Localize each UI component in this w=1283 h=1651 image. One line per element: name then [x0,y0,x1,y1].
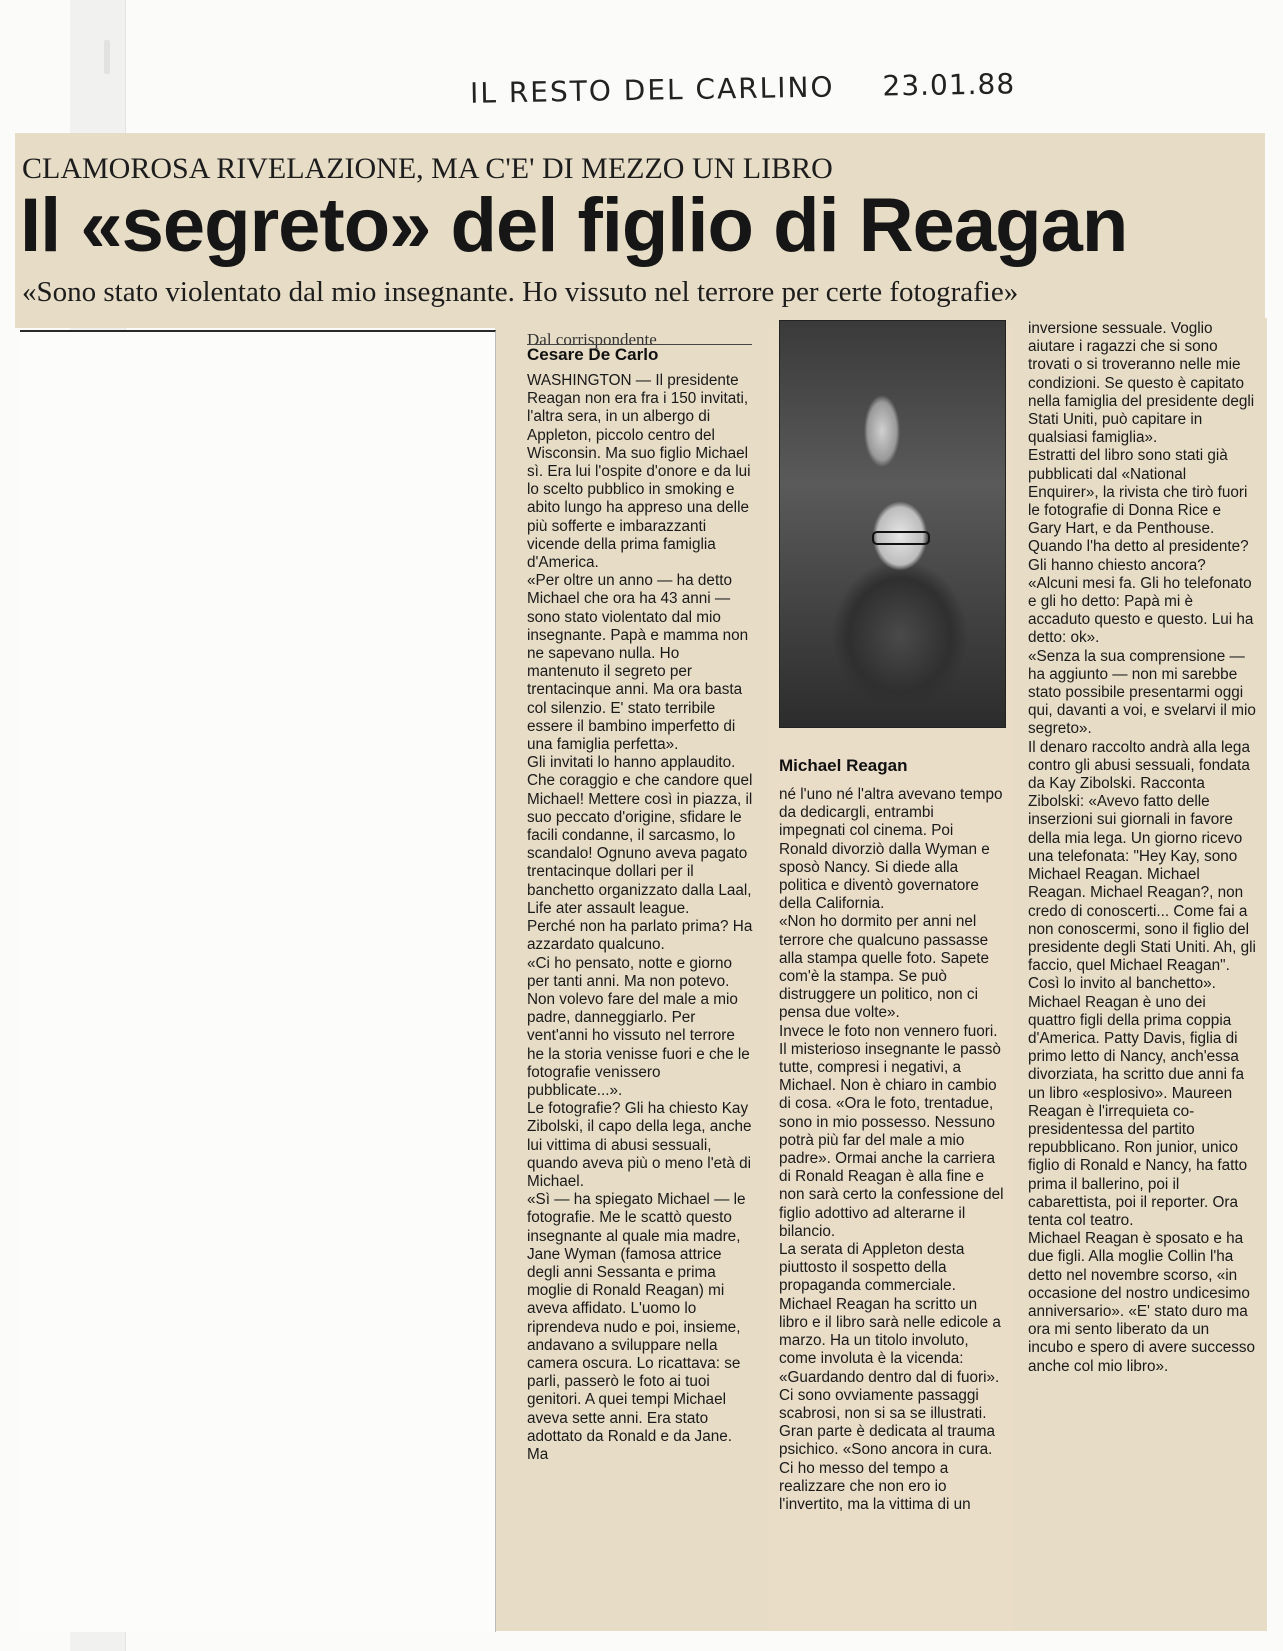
paragraph: Michael Reagan è sposato e ha due figli. Alla moglie Collin l'ha detto nel novembre scorso, «in occasione del nostro undicesimo anniversario». «E' stato duro ma ora mi sento liberato da un incubo e spero di avere successo anche col mio libro». [1028,1230,1256,1375]
handwritten-newspaper-name: IL RESTO DEL CARLINO [469,70,835,110]
paragraph: Quando l'ha detto al presidente? Gli hanno chiesto ancora? [1028,538,1249,574]
paragraph: «Sì — ha spiegato Michael — le fotografie. Me le scattò questo insegnante al quale mia madre, Jane Wyman (famosa attrice degli anni Sessanta e prima moglie di Ronald Reagan) mi aveva affidato. L'uomo lo riprendeva nudo e poi, insieme, andavano a sviluppare nella camera oscura. Lo ricattava: se parli, passerò le foto ai tuoi genitori. A quei tempi Michael aveva sette anni. Era stato adottato da Ronald e da Jane. Ma [527,1191,746,1463]
paragraph: inversione sessuale. Voglio aiutare i ragazzi che si sono trovati o si troveranno nelle mie condizioni. Se questo è capitato nella famiglia del presidente degli Stati Uniti, può capitare in qualsiasi famiglia». [1028,320,1255,447]
paragraph: Il denaro raccolto andrà alla lega contro gli abusi sessuali, fondata da Kay Zibolski. Racconta Zibolski: «Avevo fatto delle inserzioni sui giornali in favore della mia lega. Un giorno ricevo una telefonata: "Hey Kay, sono Michael Reagan. Michael Reagan. Michael Reagan?, non credo di conoscerti... Come fai a non conoscermi, sono il figlio del presidente degli Stati Uniti. Ah, gli faccio, quel Michael Reagan". Così lo invito al banchetto». [1028,738,1256,993]
byline-author: Cesare De Carlo [527,344,752,365]
paragraph: La serata di Appleton desta piuttosto il sospetto della propaganda commerciale. [779,1241,965,1295]
article-column-1 [527,372,755,1464]
paragraph: né l'uno né l'altra avevano tempo da dedicargli, entrambi impegnati col cinema. Poi Ronald divorziò dalla Wyman e sposò Nancy. Si diede alla politica e diventò governatore della California. [779,786,1003,913]
paragraph: Estratti del libro sono stati già pubblicati dal «National Enquirer», la rivista che tirò fuori le fotografie di Donna Rice e Gary Hart, e da Penthouse. [1028,447,1248,538]
handwritten-date: 23.01.88 [882,67,1016,103]
binder-hole [104,40,110,74]
paragraph: Michael Reagan è uno dei quattro figli della prima coppia d'America. Patty Davis, figlia di primo letto di Nancy, anch'essa divorziata, ha scritto due anni fa un libro «esplosivo». Maureen Reagan è l'irrequieta co-presidentessa del partito repubblicano. Ron junior, unico figlio di Ronald e Nancy, ha fatto prima il ballerino, poi il cabarettista, poi il reporter. Ora tenta col teatro. [1028,993,1248,1229]
article-subheadline: «Sono stato violentato dal mio insegnante. Ho vissuto nel terrore per certe fotografie» [22,276,1019,308]
paragraph: «Alcuni mesi fa. Gli ho telefonato e gli ho detto: Papà mi è accaduto questo e questo. Lui ha detto: ok». [1028,574,1254,647]
paragraph: «Senza la sua comprensione — ha aggiunto — non mi sarebbe stato possibile presentarmi oggi qui, davanti a voi, e svelarvi il mio segreto». [1028,647,1256,738]
article-kicker: CLAMOROSA RIVELAZIONE, MA C'E' DI MEZZO UN LIBRO [22,152,833,185]
paragraph: «Per oltre un anno — ha detto Michael che ora ha 43 anni — sono stato violentato dal mio insegnante. Papà e mamma non ne sapevano nulla. Ho mantenuto il segreto per trentacinque anni. Ma ora basta col silenzio. E' stato terribile essere il bambino imperfetto di una famiglia perfetta». [527,572,749,754]
handwritten-source-note [470,67,1016,110]
article-headline: Il «segreto» del figlio di Reagan [20,183,1128,268]
paragraph: «Ci ho pensato, notte e giorno per tanti anni. Ma non potevo. Non volevo fare del male a mio padre, danneggiarlo. Per vent'anni ho vissuto nel terrore he la storia venisse fuori e che le fotografie venissero pubblicate...». [527,954,750,1099]
paragraph: Michael Reagan ha scritto un libro e il libro sarà nelle edicole a marzo. Ha un titolo involuto, come involuta è la vicenda: «Guardando dentro dal di fuori». Ci sono ovviamente passaggi scabrosi, non si sa se illustrati. Gran parte è dedicata al trauma psichico. «Sono ancora in cura. Ci ho messo del tempo a realizzare che non ero io l'invertito, ma la vittima di un [779,1295,1001,1513]
paragraph: Le fotografie? Gli ha chiesto Kay Zibolski, il capo della lega, anche lui vittima di abusi sessuali, quando aveva più o meno l'età di Michael. [527,1100,752,1190]
glasses-shape [872,531,930,545]
paragraph: Invece le foto non vennero fuori. Il misterioso insegnante le passò tutte, compresi i negativi, a Michael. Non è chiaro in cambio di cosa. «Ora le foto, trentadue, sono in mio possesso. Nessuno potrà più far del male a mio padre». Ormai anche la carriera di Ronald Reagan è alla fine e non sarà certo la confessione del figlio adottivo ad alterarne il bilancio. [779,1022,1004,1240]
article-column-2 [779,786,1004,1514]
photo-caption: Michael Reagan [779,756,908,775]
byline-prefix: Dal corrispondente [527,330,657,349]
paragraph: «Non ho dormito per anni nel terrore che qualcuno passasse alla stampa quelle foto. Sapete com'è la stampa. Se può distruggere un politico, non ci pensa due volte». [779,913,990,1022]
paragraph: Perché non ha parlato prima? Ha azzardato qualcuno. [527,918,753,954]
paragraph: Gli invitati lo hanno applaudito. Che coraggio e che candore quel Michael! Mettere così in piazza, il suo peccato d'origine, sfidare le facili condanne, il sarcasmo, lo scandalo! Ognuno aveva pagato trentacinque dollari per il banchetto organizzato dalla Laal, Life ater assault league. [527,754,753,917]
paragraph: WASHINGTON — Il presidente Reagan non era fra i 150 invitati, l'altra sera, in un albergo di Appleton, piccolo centro del Wisconsin. Ma suo figlio Michael sì. Era lui l'ospite d'onore e da lui lo scelto pubblico in smoking e abito lungo ha appreso una delle più sofferte e imbarazzanti vicende della prima famiglia d'America. [527,372,751,572]
michael-reagan-photo [779,320,1006,728]
article-column-3 [1028,320,1256,1376]
blank-overlay-card [20,330,496,1632]
